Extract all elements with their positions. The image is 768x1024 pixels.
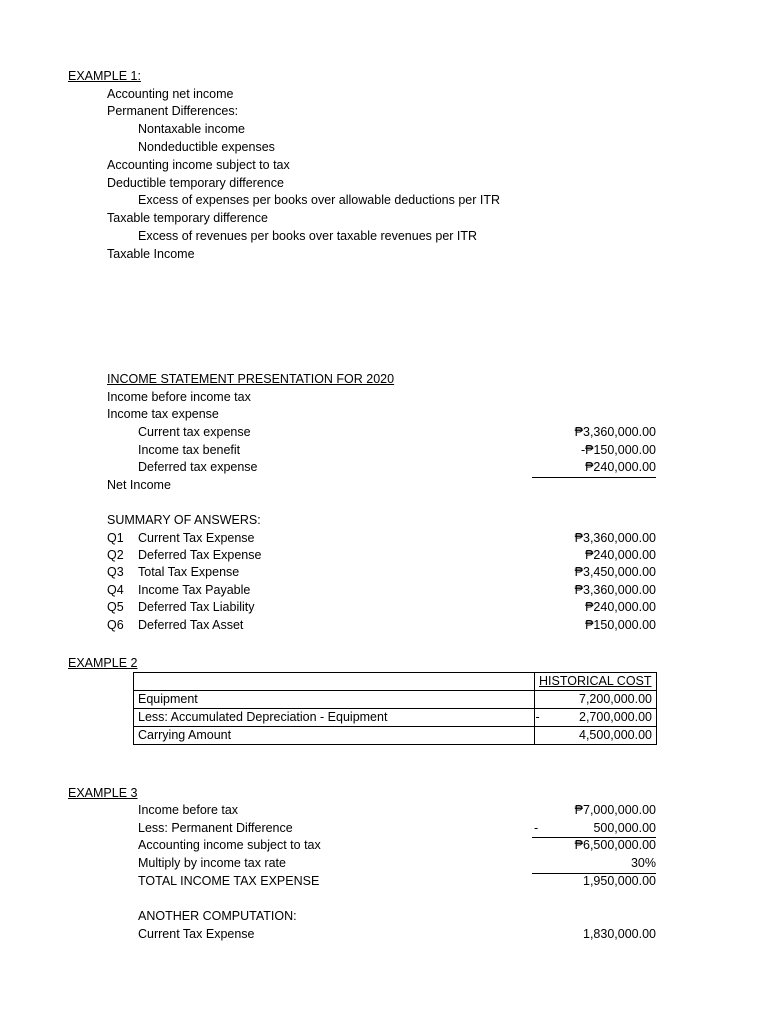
ex1-line: Deductible temporary difference: [107, 176, 284, 190]
ex1-line: Nontaxable income: [138, 122, 246, 136]
ex1-line: Nondeductible expenses: [138, 140, 275, 154]
total-rule: [532, 477, 656, 478]
ex3-value: 1,950,000.00: [583, 874, 656, 888]
ex3-label: Current Tax Expense: [138, 927, 255, 941]
summary-q: Q4: [107, 583, 124, 597]
is-row-value: -₱150,000.00: [580, 443, 656, 457]
summary-q: Q3: [107, 565, 124, 579]
table-row: [134, 709, 657, 727]
ex3-value: 1,830,000.00: [583, 927, 656, 941]
ex1-line: Excess of revenues per books over taxable revenues per ITR: [138, 229, 478, 243]
table-cell: Equipment: [134, 691, 535, 709]
ex1-line: Accounting income subject to tax: [107, 158, 290, 172]
ex3-value: ₱6,500,000.00: [574, 838, 656, 852]
is-row-value: ₱3,360,000.00: [574, 425, 656, 439]
ex3-value: ₱7,000,000.00: [574, 803, 656, 817]
summary-label: Deferred Tax Expense: [138, 548, 262, 562]
ex3-label: Multiply by income tax rate: [138, 856, 286, 870]
ex3-label: TOTAL INCOME TAX EXPENSE: [138, 874, 320, 888]
summary-value: ₱150,000.00: [585, 618, 656, 632]
table-row: [134, 727, 657, 745]
summary-value: ₱3,360,000.00: [574, 583, 656, 597]
ex3-value: 500,000.00: [593, 821, 656, 835]
minus-sign: -: [534, 821, 539, 835]
table-cell: Carrying Amount: [134, 727, 535, 745]
is-row-value: ₱240,000.00: [585, 460, 656, 474]
example1-heading: EXAMPLE 1:: [68, 69, 141, 83]
ex3-value: 30%: [630, 856, 656, 870]
table-cell: [134, 673, 535, 691]
ex3-label: Income before tax: [138, 803, 239, 817]
historical-cost-header: HISTORICAL COST: [539, 674, 652, 688]
ex1-line: Excess of expenses per books over allowable deductions per ITR: [138, 193, 500, 207]
summary-label: Deferred Tax Liability: [138, 600, 255, 614]
summary-value: ₱3,450,000.00: [574, 565, 656, 579]
summary-label: Current Tax Expense: [138, 531, 255, 545]
income-tax-expense-label: Income tax expense: [107, 407, 219, 421]
example2-heading: EXAMPLE 2: [68, 656, 138, 670]
cell-value: 2,700,000.00: [579, 710, 652, 724]
is-row-label: Deferred tax expense: [138, 460, 258, 474]
summary-label: Income Tax Payable: [138, 583, 251, 597]
ex1-line: Taxable temporary difference: [107, 211, 268, 225]
ex1-line: Permanent Differences:: [107, 104, 239, 118]
summary-q: Q1: [107, 531, 124, 545]
is-row-label: Current tax expense: [138, 425, 251, 439]
ex1-line: Accounting net income: [107, 87, 234, 101]
summary-value: ₱3,360,000.00: [574, 531, 656, 545]
another-computation-heading: ANOTHER COMPUTATION:: [138, 909, 297, 923]
ex3-label: Accounting income subject to tax: [138, 838, 321, 852]
summary-value: ₱240,000.00: [585, 548, 656, 562]
summary-q: Q2: [107, 548, 124, 562]
table-header-cell: [534, 673, 656, 691]
table-cell: [534, 727, 656, 745]
ex1-line: Taxable Income: [107, 247, 195, 261]
example3-heading: EXAMPLE 3: [68, 786, 138, 800]
table-cell: Less: Accumulated Depreciation - Equipment: [134, 709, 535, 727]
historical-cost-table: [133, 672, 657, 745]
cell-value: 7,200,000.00: [579, 692, 652, 706]
summary-heading: SUMMARY OF ANSWERS:: [107, 513, 261, 527]
summary-value: ₱240,000.00: [585, 600, 656, 614]
income-before-tax-label: Income before income tax: [107, 390, 251, 404]
cell-value: 4,500,000.00: [579, 728, 652, 742]
table-row: [134, 673, 657, 691]
income-statement-heading: INCOME STATEMENT PRESENTATION FOR 2020: [107, 372, 395, 386]
ex3-label: Less: Permanent Difference: [138, 821, 293, 835]
minus-sign: -: [535, 710, 540, 724]
table-row: [134, 691, 657, 709]
table-cell: [534, 709, 656, 727]
summary-q: Q5: [107, 600, 124, 614]
summary-label: Total Tax Expense: [138, 565, 240, 579]
table-cell: [534, 691, 656, 709]
summary-label: Deferred Tax Asset: [138, 618, 244, 632]
net-income-label: Net Income: [107, 478, 171, 492]
summary-q: Q6: [107, 618, 124, 632]
is-row-label: Income tax benefit: [138, 443, 241, 457]
